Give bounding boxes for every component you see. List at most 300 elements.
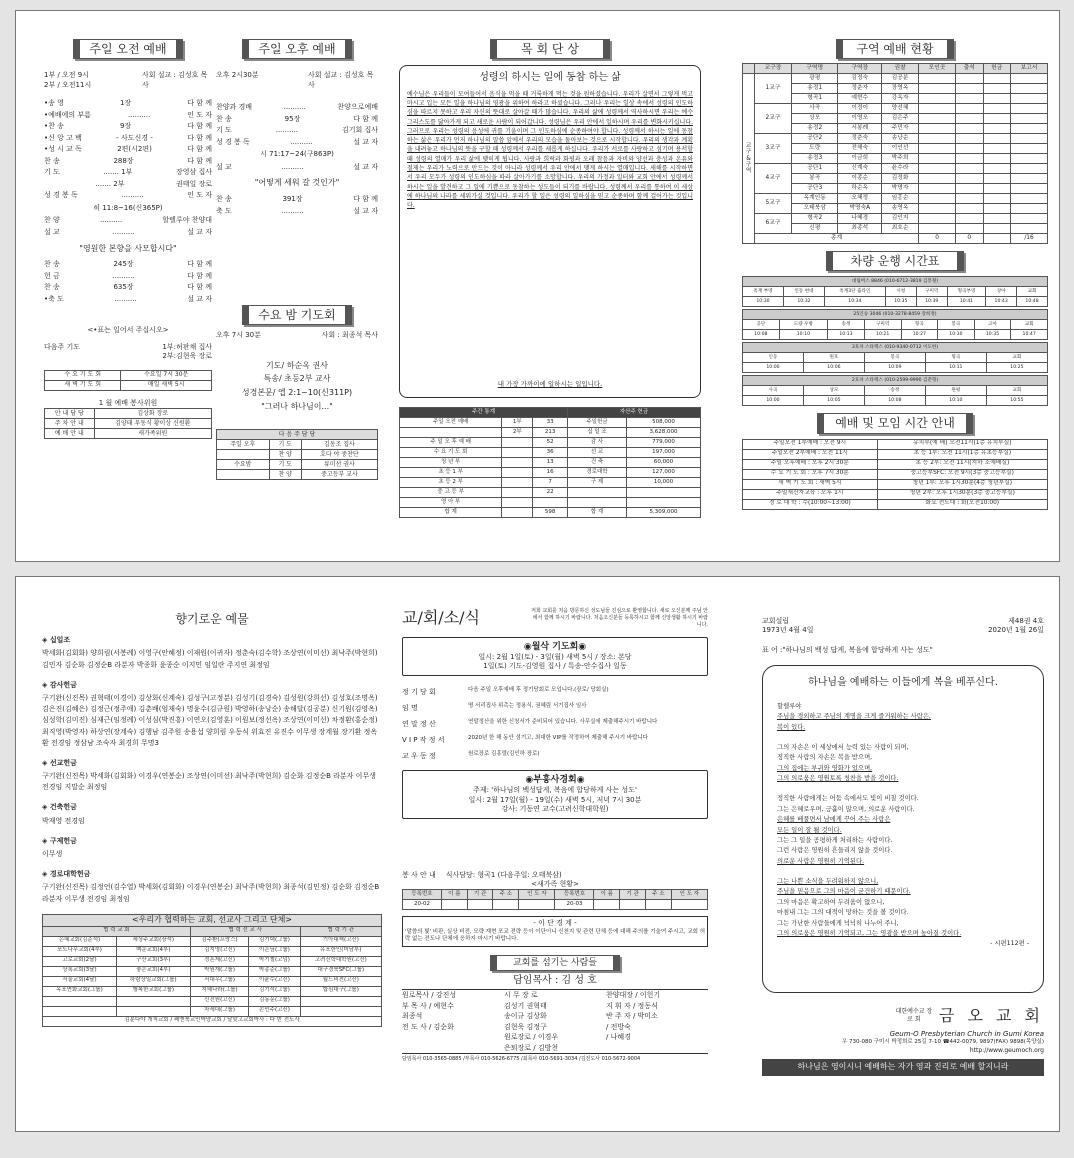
bus-stop: 상아 — [986, 287, 1017, 297]
district-row — [743, 164, 1048, 174]
bus-route-table — [742, 342, 1048, 373]
afternoon-worship-title: 주일 오후 예배 — [242, 39, 352, 59]
afternoon-scripture: 시 71:17~24(구863P) — [260, 150, 334, 159]
district-empty-cell — [956, 124, 983, 134]
psalm-lines — [777, 702, 1029, 950]
order-row — [216, 102, 378, 114]
district-row — [743, 104, 1048, 114]
district-cell: 김은주 — [882, 114, 919, 124]
district-empty-cell — [1010, 224, 1047, 234]
district-empty-cell — [983, 184, 1010, 194]
table-cell: 구산교회(3부) — [116, 956, 190, 966]
table-cell — [502, 458, 533, 468]
table-cell: 새 벽 기 도 회 — [45, 380, 121, 390]
offering-header: 자산주 헌금 — [568, 408, 701, 418]
psalm-line: 할렐루야 — [777, 702, 802, 710]
new-family-cell: 20-03 — [555, 900, 594, 910]
news-item-label: 연 말 정 산 — [402, 719, 436, 728]
table-cell: 5,309,000 — [626, 508, 700, 518]
next-week-title: 다 음 주 담 당 — [217, 430, 378, 440]
heresy-text: '말씀의 빛' 비판, 실상 비전, 모략 재현 포교 전략 등이 이단이니 신천지 및 관련 단체 등에 대해 주의를 기울여 주시고, 교회 허락 없는 전도나 단체에 응하지 마시기 바랍니다. — [405, 928, 706, 943]
duty-table — [44, 408, 212, 439]
table-cell: 김지영(고신) — [190, 946, 249, 956]
offering-names: 박세화(김회화) 양희림(서봉례) 이영구(안혜정) 이재원(이귀자) 정춘숙(김수학) 조상연(이미선) 최낙주(박현희) 김민자 김순화 김정순B 라분자 박종화 윤종순 이지민 임일란 주지연 최정임 — [42, 649, 378, 669]
district-cell: 송영옥 — [882, 204, 919, 214]
table-cell: 청년 1부: 오후 1시30분(4층 청년부실) — [877, 479, 1047, 489]
district-cell: 이인선 — [882, 144, 919, 154]
table-cell: 세상주교회(장석) — [116, 936, 190, 946]
order-cell: 다 함 께 — [353, 114, 378, 123]
district-empty-cell — [1010, 134, 1047, 144]
psalm-line: 그런 사람은 영원히 흔들리지 않을 것이다. — [777, 847, 893, 855]
order-row — [216, 114, 378, 126]
table-cell: 십 일 조 — [568, 428, 627, 438]
morning-info — [44, 71, 212, 90]
table-cell — [300, 1006, 381, 1016]
news-item-label: V I P 작 정 서 — [402, 735, 445, 744]
order-cell: 찬 양 — [44, 216, 60, 225]
service-label: 봉 사 안 내 — [402, 870, 436, 879]
district-header: 출석 — [956, 64, 983, 74]
district-empty-cell — [919, 134, 956, 144]
table-cell: 건 축 — [568, 458, 627, 468]
table-cell: 주 일 오 후 예 배 — [400, 438, 502, 448]
district-side-header — [743, 64, 755, 74]
bus-time: 10:43 — [986, 297, 1017, 307]
table-cell: 예 배 안 내 — [45, 429, 95, 439]
bus-time: 10:08 — [864, 396, 925, 406]
offering-names: 구기완(신진목) 박세화(김회화) 이경우(연봉순) 조상연(이미선) 최낙주(박현희) 김순화 김정순B 라분자 이무생 전경임 지말순 최정임 — [42, 772, 376, 792]
district-empty-cell — [1010, 124, 1047, 134]
bus-stop: 교회 — [986, 353, 1047, 363]
wednesday-title: 수요 밤 기도회 — [242, 305, 352, 325]
district-empty-cell — [956, 74, 983, 84]
district-empty-cell — [983, 114, 1010, 124]
district-empty-cell — [956, 174, 983, 184]
morning-order-list — [44, 98, 212, 202]
district-total-cell: 0 — [919, 234, 956, 244]
next-prayer-label: 다음주 기도 — [44, 342, 81, 351]
new-family-cell — [620, 900, 646, 910]
established-label: 교회설립 — [762, 617, 790, 625]
table-cell: 기아대책(고신) — [300, 936, 381, 946]
district-cell: 최호순 — [882, 224, 919, 234]
order-cell: 기 도 — [44, 168, 60, 177]
order-cell: ....... 2부 — [95, 179, 125, 188]
staff-title: 교회를 섬기는 사람들 — [490, 955, 620, 971]
district-cell: 공단3 — [791, 184, 837, 194]
order-cell: 설 교 — [44, 227, 60, 236]
order-row — [44, 190, 212, 202]
district-empty-cell — [983, 134, 1010, 144]
district-cell: 송정1 — [791, 84, 837, 94]
table-cell: 새가족위원 — [94, 429, 211, 439]
order-cell: .......... — [290, 137, 313, 146]
table-cell: 16 — [533, 468, 568, 478]
table-cell: 이윤수(고신) — [249, 976, 300, 986]
wednesday-scripture: 성경본문/ 엡 2:1~10(신311P) — [241, 387, 353, 397]
table-row — [217, 440, 378, 450]
cover-psalm-box — [762, 665, 1044, 993]
district-cell: 봉곡 — [791, 174, 837, 184]
staff-row — [402, 1001, 708, 1012]
meeting-row — [743, 459, 1048, 469]
afternoon-order-list — [216, 102, 378, 148]
bus-route-header — [743, 343, 1048, 353]
table-cell: 옥포연화교회(그룹) — [43, 986, 117, 996]
denomination: 대한예수교 장 로 회 — [895, 1008, 933, 1024]
district-empty-cell — [919, 74, 956, 84]
meeting-row — [743, 479, 1048, 489]
table-cell: 36 — [533, 448, 568, 458]
order-cell: 성 경 봉 독 — [44, 191, 78, 200]
table-cell: 찬 양 — [269, 470, 301, 480]
table-cell: 김상화 장로 — [94, 409, 211, 419]
next-prayer — [44, 343, 212, 362]
bus-route-table — [742, 309, 1048, 340]
bus-stop: 상모 — [803, 386, 864, 396]
district-cell: 강옥자 — [882, 94, 919, 104]
district-total-row — [743, 234, 1048, 244]
order-cell: 찬 송 — [44, 156, 60, 165]
district-empty-cell — [983, 164, 1010, 174]
staff-cell: / 전방숙 — [606, 1022, 631, 1031]
district-empty-cell — [956, 134, 983, 144]
bus-stops-row — [743, 287, 1048, 297]
order-cell: 245장 — [113, 260, 134, 269]
bus-times-row — [743, 330, 1048, 340]
table-cell — [568, 488, 627, 498]
stats-header: 주간 통계 — [400, 408, 568, 418]
order-cell: 찬 송 — [216, 195, 232, 204]
order-cell: 다 함 께 — [187, 145, 212, 154]
table-cell: 은혜교회(김준석) — [43, 936, 117, 946]
table-cell — [502, 468, 533, 478]
bus-stop: 교회 — [1017, 287, 1048, 297]
psalm-line: 그의 마음은 확고하여 두려움이 없으니, — [777, 898, 885, 906]
duty-title: 1 월 예배 봉사위원 — [98, 398, 158, 407]
table-cell — [626, 498, 700, 508]
order-cell: .......... — [112, 227, 135, 236]
order-cell: 찬 송 — [44, 283, 60, 292]
order-row — [216, 194, 378, 206]
established — [762, 617, 813, 636]
revival-title: ◉부흥사경회◉ — [525, 775, 585, 786]
morning-scripture: 히 11:8~16(신365P) — [93, 203, 163, 212]
offering-category: ◈ 십일조 — [42, 636, 71, 645]
table-cell: 고려신학대학원(고신) — [300, 956, 381, 966]
order-row — [44, 179, 212, 191]
table-cell: 행복한교회(그룹) — [116, 986, 190, 996]
cover-motto: 표 어 :"하나님의 백성 답게, 복음에 합당하게 사는 성도" — [762, 645, 933, 654]
church-name-block — [762, 1005, 1044, 1027]
table-cell: 213 — [533, 428, 568, 438]
table-cell — [502, 438, 533, 448]
staff-cell: 찬양대장 / 이헌기 — [606, 991, 661, 1000]
table-cell: 13 — [533, 458, 568, 468]
table-cell: 영 아 부 — [400, 498, 502, 508]
district-cell: 도량 — [791, 144, 837, 154]
bus-timetable — [742, 276, 1048, 406]
district-empty-cell — [983, 214, 1010, 224]
district-empty-cell — [956, 154, 983, 164]
table-cell: 합심대구(그룹) — [300, 986, 381, 996]
wednesday-sermon: "그러나 하나님이..." — [261, 401, 333, 411]
district-cell: 신평 — [791, 224, 837, 234]
order-cell: 설 교 자 — [353, 206, 378, 215]
order-row — [44, 259, 212, 271]
morning-worship-column — [44, 39, 212, 561]
order-cell: 다 함 께 — [187, 156, 212, 165]
table-cell: 이은님(그룹) — [249, 946, 300, 956]
staff-cell: 김현욱 김정구 — [504, 1022, 547, 1031]
cover-banner: 하나님은 영이시니 예배하는 자가 영과 진리로 예배 할지니라 — [762, 1059, 1044, 1076]
table-cell — [502, 478, 533, 488]
bus-stop: 원호 — [803, 353, 864, 363]
district-cell: 상모 — [791, 114, 837, 124]
partners-table — [42, 914, 382, 1027]
order-cell: .......... — [114, 294, 137, 303]
table-cell — [43, 1006, 117, 1016]
bus-stop: 시청 — [885, 287, 916, 297]
district-empty-cell — [1010, 144, 1047, 154]
district-cell: 광평 — [791, 74, 837, 84]
district-cell: 김정숙 — [838, 74, 882, 84]
table-row — [217, 470, 378, 480]
order-row — [44, 156, 212, 168]
meeting-row — [743, 489, 1048, 499]
bus-stops-row — [743, 353, 1048, 363]
order-cell: 설 교 자 — [187, 227, 212, 236]
table-cell: 구 제 — [568, 478, 627, 488]
staff-cell: 원로장로 / 이경우 — [504, 1033, 559, 1042]
church-url[interactable]: http://www.geumoch.org — [969, 1046, 1044, 1054]
district-row — [743, 194, 1048, 204]
staff-cell: 송이규 김상화 — [504, 1012, 547, 1021]
new-family-cell — [467, 900, 493, 910]
order-cell: .......... — [127, 110, 151, 119]
table-cell: 고로교회(2날) — [43, 956, 117, 966]
order-row — [44, 294, 212, 306]
table-cell: 박기철(고넘) — [249, 956, 300, 966]
table-cell: 대구경북SFC(그룹) — [300, 966, 381, 976]
table-cell: 주일 오후예배 : 오후 2시 30분 — [743, 459, 878, 469]
bus-time: 10:25 — [986, 363, 1047, 373]
table-cell: 류미선 권사 — [301, 460, 377, 470]
new-family-header: 인 도 자 — [671, 890, 707, 900]
order-cell: .......... — [112, 271, 135, 280]
table-cell — [116, 1006, 190, 1016]
district-cell: 신계숙 — [838, 164, 882, 174]
table-cell: 김기석(그룹) — [249, 986, 300, 996]
morning-leader: 사회 설교 : 김성호 목사 — [142, 71, 208, 89]
order-row — [44, 144, 212, 156]
meetings-mini-table — [44, 370, 212, 391]
afternoon-order-list-2 — [216, 162, 378, 174]
order-row — [44, 110, 212, 122]
order-cell: 설 교 — [216, 162, 232, 171]
bus-time: 10:10 — [779, 330, 828, 340]
bus-time: 10:30 — [743, 297, 784, 307]
district-empty-cell — [919, 94, 956, 104]
table-cell: 김주환(프랑스) — [190, 936, 249, 946]
district-total-label: 총계 — [755, 234, 919, 244]
district-empty-cell — [956, 204, 983, 214]
revival-theme: 주제: '하나님의 백성답게, 복음에 합당하게 사는 성도' — [473, 786, 637, 795]
district-group: 6교구 — [755, 214, 792, 234]
news-item-label: 정 기 당 회 — [402, 687, 436, 696]
psalm-line: 주님을 믿음으로 그의 마음이 굳건하기 때문이다. — [777, 888, 911, 896]
district-header: 헌금 — [983, 64, 1010, 74]
partner-missionaries-header: 협 력 선 교 사 — [190, 926, 300, 936]
table-cell: 주 차 안 내 — [45, 419, 95, 429]
news-item-text: 다음 주일 오후예배 후 정기당회로 모입니다.(장로/ 당회실) — [468, 686, 609, 693]
psalm-line: 의로운 사람은 영원히 기억된다. — [777, 857, 865, 865]
district-empty-cell — [919, 214, 956, 224]
order-cell: 다 함 께 — [187, 122, 212, 131]
new-family-title: <새가족 현황> — [531, 879, 579, 888]
column-heading: 성령의 하시는 일에 동참 하는 삶 — [479, 72, 621, 84]
morning-order-list-2 — [44, 215, 212, 238]
new-family-header: 이 름 — [594, 890, 620, 900]
order-row — [216, 206, 378, 218]
bus-stop: 송정 — [864, 386, 925, 396]
wednesday-leader: 사회 : 최종석 목사 — [321, 331, 378, 340]
bus-stop: 인동 — [743, 353, 804, 363]
table-cell: 손인주(고신) — [249, 1006, 300, 1016]
bus-stop: 옥계 부영 — [743, 287, 784, 297]
service-times — [44, 71, 91, 90]
heresy-warning-box — [402, 916, 708, 946]
church-address: 우 730-080 구미시 박정희로 25길 7-10 ☎442-0079, 9897(FAX) 9898(목양실) — [841, 1039, 1044, 1046]
order-cell: •찬 송 — [44, 122, 64, 131]
district-empty-cell — [983, 144, 1010, 154]
district-empty-cell — [956, 104, 983, 114]
district-empty-cell — [919, 204, 956, 214]
psalm-line: 그의 의로움은 영원히 기억되고, 그는 영광을 받으며 높아질 것이다. — [777, 929, 962, 937]
district-group: 4교구 — [755, 164, 792, 194]
bus-times-row — [743, 297, 1048, 307]
district-empty-cell — [919, 114, 956, 124]
stats-row — [400, 438, 701, 448]
bus-route-table — [742, 375, 1048, 406]
order-cell: .......... — [283, 103, 306, 112]
district-cell: 예현수 — [838, 94, 882, 104]
district-empty-cell — [956, 224, 983, 234]
meeting-row — [743, 469, 1048, 479]
bus-time: 10:32 — [783, 297, 824, 307]
table-cell: 청 년 부 — [400, 458, 502, 468]
offering-category: ◈ 경로대학헌금 — [42, 870, 91, 879]
order-cell: •송 영 — [44, 99, 64, 108]
news-item-label: 임 명 — [402, 703, 418, 712]
table-cell: 중 고 등 부 — [400, 488, 502, 498]
table-cell: 중고등부 교사 — [301, 470, 377, 480]
table-cell: 정혼제(고신) — [190, 956, 249, 966]
new-family-cell — [493, 900, 519, 910]
offering-section — [42, 758, 382, 794]
psalm-line — [777, 867, 1029, 877]
new-family-cell — [671, 900, 707, 910]
district-empty-cell — [983, 174, 1010, 184]
district-empty-cell — [983, 204, 1010, 214]
order-row — [44, 121, 212, 133]
table-cell — [626, 488, 700, 498]
district-group: 3교구 — [755, 134, 792, 164]
news-intro: 저희 교회를 처음 방문하신 성도님들 진심으로 환영합니다. 새로 오신분께 주님 안에서 함께 하시기 바랍니다. 처음오신분들 등록하시고 함께 신앙생활 하시기 바랍니다. — [531, 608, 708, 628]
table-cell: 유치부(예 배) 오전11시(1층 유치부실) — [877, 439, 1047, 449]
bus-times-row — [743, 396, 1048, 406]
service-time-2: 2부 / 오전11시 — [44, 80, 92, 89]
bus-time: 10:48 — [1017, 297, 1048, 307]
staff-cell: 김성기 권혁태 — [504, 1001, 547, 1010]
staff-cell: 전 도 사 / 김순화 — [402, 1022, 454, 1031]
table-cell: 월드비전(고신) — [300, 976, 381, 986]
bus-route-header — [743, 376, 1048, 386]
district-cell: 전해숙 — [838, 144, 882, 154]
issue-number: 제48권 4호 — [1008, 617, 1044, 625]
district-empty-cell — [919, 104, 956, 114]
bus-time: 10:06 — [803, 363, 864, 373]
district-empty-cell — [983, 194, 1010, 204]
cover-column — [762, 617, 1044, 1131]
bus-route-header — [743, 310, 1048, 320]
wednesday-time: 오후 7시 30분 — [216, 331, 261, 340]
table-cell: 22 — [533, 488, 568, 498]
bus-stop: 인동 현대 — [783, 287, 824, 297]
district-group: 1교구 — [755, 74, 792, 104]
morning-order-list-3 — [44, 259, 212, 305]
order-cell: 성 경 봉 독 — [216, 137, 250, 146]
church-name-english: Geum-O Presbyterian Church in Gumi Korea — [889, 1029, 1044, 1038]
column-title: 목 회 단 상 — [490, 39, 610, 59]
table-cell: 주일 오후 — [217, 440, 270, 450]
table-cell: 기 도 — [269, 460, 301, 470]
psalm-line: - 시편112편 - — [990, 940, 1029, 948]
district-empty-cell — [983, 124, 1010, 134]
monthly-prayer-box — [402, 637, 708, 676]
district-cell: 오혜정 — [838, 194, 882, 204]
district-cell: 주민자 — [882, 124, 919, 134]
order-cell: •예배에의 부름 — [44, 110, 91, 119]
district-cell: 형곡2 — [791, 214, 837, 224]
offering-section — [42, 635, 382, 671]
table-cell: 신진원(고신) — [190, 996, 249, 1006]
table-row — [45, 370, 212, 380]
table-cell — [217, 470, 270, 480]
district-cell: 형곡1 — [791, 94, 837, 104]
afternoon-sermon-title: "어떻게 세워 갈 것인가" — [254, 178, 340, 188]
psalm-title: 하나님을 예배하는 이들에게 복을 베푸신다. — [808, 677, 998, 689]
bus-stop: 옥계3단 출라인 — [824, 287, 885, 297]
table-cell: 박원재(그룹) — [190, 966, 249, 976]
staff-list — [402, 989, 708, 1054]
district-empty-cell — [1010, 154, 1047, 164]
district-empty-cell — [1010, 114, 1047, 124]
offering-section — [42, 680, 382, 749]
service-notice — [402, 871, 708, 880]
afternoon-worship-column — [216, 39, 378, 561]
district-empty-cell — [919, 174, 956, 184]
meeting-row — [743, 439, 1048, 449]
district-empty-cell — [919, 164, 956, 174]
new-family-cell — [594, 900, 620, 910]
district-cell: 김인지 — [882, 214, 919, 224]
bus-time: 10:47 — [1011, 330, 1048, 340]
district-empty-cell — [983, 94, 1010, 104]
district-empty-cell — [919, 124, 956, 134]
bus-stop: 원평 — [925, 386, 986, 396]
